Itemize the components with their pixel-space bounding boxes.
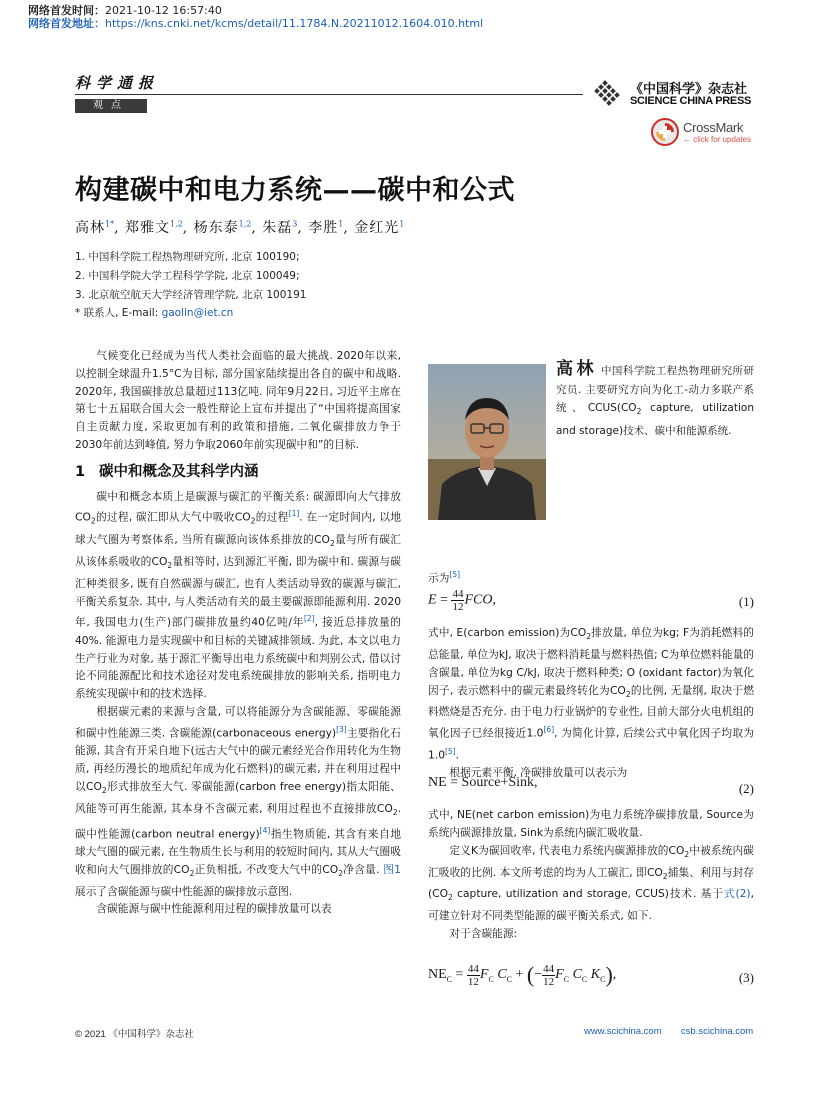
science-china-diamond-icon xyxy=(594,80,624,110)
affiliation-2: 2. 中国科学院大学工程科学学院, 北京 100049; xyxy=(75,270,300,282)
equation-2-explanation: 式中, NE(net carbon emission)为电力系统净碳排放量, Source为系统内碳源排放量, Sink为系统内碳汇吸收量. xyxy=(428,808,754,839)
equation-number: (3) xyxy=(738,970,754,985)
citation-link[interactable]: [6] xyxy=(543,725,555,735)
paragraph-1: 碳中和概念本质上是碳源与碳汇的平衡关系: 碳源即向大气排放$CO_2$的过程, 碳汇即从大气中吸收$CO_2$的过程[1]. 在一定时间内, 以地球大气圈为考察体系, 当所有碳源向该体系排放的$CO_2$量与所有碳汇从该体系吸收的$CO_2$量相等时, 达到源汇平衡, 即为碳中和. 碳源与碳汇种类很多, 既有自然碳源与碳汇, 也有人类活动导致的碳源与碳汇, 平衡关系复杂. 其中, 与人类活动有关的最主要碳源即能源利用. 2020年, 我国电力(生产)部门碳排放量约40亿吨/年[2], 接近总排放量的40%. 能源电力是实现碳中和目标的关键减排领域. 为此, 本文以电力生产行业为对象, 基于源汇平衡导出电力系统碳中和判别公式, 借以讨论不同能源配比和技术途径对发电系统碳排放的影响关系, 指明电力系统实现碳中和的技术选择. xyxy=(75,489,402,701)
equation-3: $NE_C$ = $\frac{44}{12}$ $F_C$ $C_C$ + (− $\frac{44}{12}$ $F_C$ $C_C$ $K_C$), (3) xyxy=(428,962,754,988)
author-photo xyxy=(428,364,546,520)
citation-link[interactable]: [1] xyxy=(288,509,300,519)
pub-addr-link[interactable]: https://kns.cnki.net/kcms/detail/11.1784.N.20211012.1604.010.html xyxy=(105,17,484,30)
author: 郑雅文 xyxy=(125,220,170,236)
author: 金红光 xyxy=(354,220,400,236)
author-affiliation: 1,2 xyxy=(238,219,252,229)
section-title: 碳中和概念及其科学内涵 xyxy=(99,463,259,480)
author: 高林 xyxy=(75,220,105,236)
affiliation-1: 1. 中国科学院工程热物理研究所, 北京 100190; xyxy=(75,251,300,263)
crossmark-subtitle-text: click for updates xyxy=(693,135,752,144)
recovery-rate-paragraph: 定义K为碳回收率, 代表电力系统内碳源排放的$CO_2$中被系统内碳汇吸收的比例. 本文所考虑的均为人工碳汇, 即$CO_2$捕集、利用与封存($CO_2$ capture, utilization and storage, CCUS)技术. 基于式(2), 可建立针对不同类型能源的碳平衡关系式, 如下. xyxy=(428,843,754,923)
citation-link[interactable]: [5] xyxy=(445,746,456,756)
crossmark-icon xyxy=(651,118,679,146)
right-column-body xyxy=(428,624,754,782)
section-tag: 观点 xyxy=(75,99,147,113)
net-emission-intro: 根据元素平衡, 净碳排放量可以表示为 xyxy=(449,765,628,779)
citation-link[interactable]: [4] xyxy=(259,825,271,835)
crossmark-subtitle: ← click for updates xyxy=(683,135,752,144)
publisher-en: SCIENCE CHINA PRESS xyxy=(630,95,752,107)
footer-site-link[interactable]: csb.scichina.com xyxy=(680,1026,754,1037)
equation-2: NE = Source+Sink, (2) xyxy=(428,775,754,796)
footer-site-link[interactable]: www.scichina.com xyxy=(584,1026,662,1037)
left-column xyxy=(75,347,401,918)
citation-link[interactable]: [2] xyxy=(304,614,315,624)
bio-text: 中国科学院工程热物理研究所研究员. 主要研究方向为化工-动力多联产系统、CCUS(CO xyxy=(556,365,755,415)
author-bio: 高林 中国科学院工程热物理研究所研究员. 主要研究方向为化工-动力多联产系统、$CCUS(CO_2$ capture, utilization and storage)技术、碳中和能源系统. xyxy=(556,359,755,438)
contact-label: * 联系人, E-mail: xyxy=(75,307,162,319)
pub-time-label: 网络首发时间： xyxy=(28,4,105,17)
author: 杨东泰 xyxy=(193,220,239,236)
section-number: 1 xyxy=(75,463,86,480)
affiliation-3: 3. 北京航空航天大学经济管理学院, 北京 100191 xyxy=(75,289,307,301)
author-affiliation: 1 xyxy=(399,219,405,229)
paragraph-3: 含碳能源与碳中性能源利用过程的碳排放量可以表 xyxy=(96,902,332,916)
pub-addr-label: 网络首发地址： xyxy=(28,17,105,30)
equation-number: (2) xyxy=(738,781,754,796)
author-affiliation: 1,2 xyxy=(170,219,183,229)
author: 朱磊 xyxy=(262,220,293,236)
section-1-heading xyxy=(75,464,401,482)
footer-copyright: © 2021 《中国科学》杂志社 xyxy=(75,1029,194,1040)
paragraph-2: 根据碳元素的来源与含量, 可以将能源分为含碳能源、零碳能源和碳中性能源三类. 含碳能源(carbonaceous energy)[3]主要指化石能源, 其含有开采自地下(远古大气中的碳元素经光合作用转化为生物质, 再经历漫长的地质纪年成为化石燃料)的碳元素, 并在利用过程中以$CO_2$形式排放至大气. 零碳能源(carbon free energy)指太阳能、风能等可再生能源, 其本身不含碳元素, 利用过程也不直接排放$CO_2$. 碳中性能源(carbon neutral energy)[4]指生物质能, 其含有来自地球大气圈的碳元素, 在生物质生长与利用的较短时间内, 其从大气圈吸收和向大气圈排放的$CO_2$正负相抵, 不改变大气中的$CO_2$净含量. 图1展示了含碳能源与碳中性能源的碳排放示意图. xyxy=(75,704,402,898)
citation-link[interactable]: [5] xyxy=(449,570,461,579)
pub-time-line xyxy=(28,4,222,17)
pub-time: 2021-10-12 16:57:40 xyxy=(105,4,222,17)
equation-1: E = $\frac{44}{12}$ FCO, (1) xyxy=(428,588,754,613)
bio-name: 高林 xyxy=(556,359,597,379)
intro-paragraph: 气候变化已经成为当代人类社会面临的最大挑战. 2020年以来, 以控制全球温升1.5°C为目标, 部分国家陆续提出各自的碳中和战略. 2020年, 我国碳排放总量超过113亿吨. 同年9月22日, 习近平主席在第七十五届联合国大会一般性辩论上宣布并提出了“中国将提高国家自主贡献力度, 采取更加有利的政策和措施, 二氧化碳排放力争于2030年前达到峰值, 努力争取2060年前实现碳中和”的目标. xyxy=(75,349,401,451)
author-affiliation: 3 xyxy=(292,219,298,229)
crossmark-title: CrossMark xyxy=(683,120,744,135)
publisher-logo xyxy=(594,78,754,112)
publisher-cn: 《中国科学》杂志社 xyxy=(630,82,748,97)
footer-links xyxy=(584,1026,753,1037)
figure-link[interactable]: 图1 xyxy=(383,862,401,876)
crossmark-badge[interactable] xyxy=(651,118,761,148)
equation-1-explanation: 式中, E(carbon emission)为$CO_2$排放量, 单位为kg; F为消耗燃料的总能量, 单位为kJ, 取决于燃料消耗量与燃料热值; C为单位燃料能量的含碳量, 单位为kg C/kJ, 取决于燃料种类; O (oxidant factor)为氧化因子, 表示燃料中的碳元素最终转化为$CO_2$的比例, 无量纲, 取决于燃料燃烧是否充分. 由于电力行业锅炉的专业性, 目前大部分火电机组的氧化因子已经很接近1.0[6], 为简化计算, 后续公式中氧化因子均取为1.0[5]. xyxy=(428,626,755,762)
pub-addr-line xyxy=(28,17,483,30)
equation-number: (1) xyxy=(738,594,754,609)
contact-email-link[interactable]: gaolin@iet.cn xyxy=(161,307,234,319)
right-column-body-2 xyxy=(428,806,754,943)
author-list: 高林$^{1*}$, 郑雅文$^{1,2}$, 杨东泰$^{1,2}$, 朱磊$^3$, 李胜$^1$, 金红光$^1$ xyxy=(75,219,405,236)
author: 李胜 xyxy=(308,220,339,236)
author-affiliation: 1* xyxy=(105,219,115,229)
journal-logo: 科学通报 xyxy=(75,74,160,92)
equation-link[interactable]: 式(2) xyxy=(723,887,751,901)
carbon-energy-label: 对于含碳能源: xyxy=(449,927,518,941)
contact-line xyxy=(75,305,233,320)
author-affiliation: 1 xyxy=(338,219,344,229)
citation-link[interactable]: [3] xyxy=(336,724,347,734)
header-rule xyxy=(75,94,583,95)
shown-as-line: 示为[5] xyxy=(428,570,461,585)
article-title: 构建碳中和电力系统——碳中和公式 xyxy=(75,175,515,206)
